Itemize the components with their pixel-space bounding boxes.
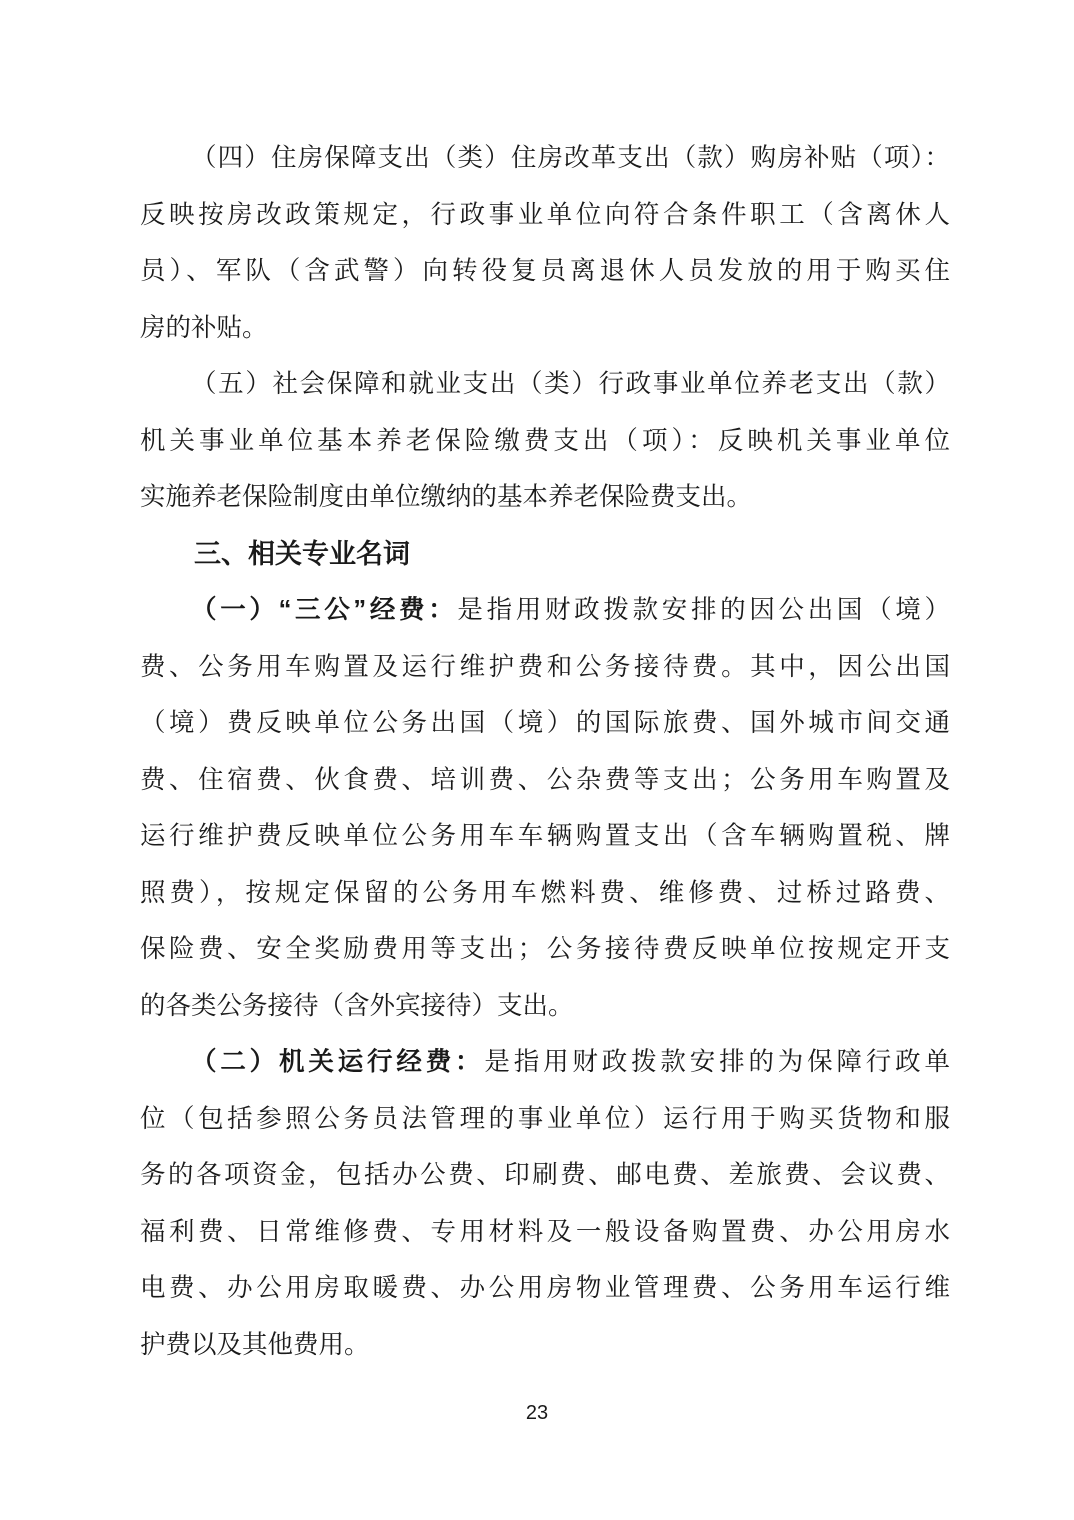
text-line bbox=[140, 1034, 950, 1091]
text-line: 务的各项资金，包括办公费、印刷费、邮电费、差旅费、会议费、 bbox=[140, 1160, 950, 1189]
term-name-bold: （二）机关运行经费： bbox=[191, 1048, 485, 1076]
text-line: 实施养老保险制度由单位缴纳的基本养老保险费支出。 bbox=[140, 482, 753, 511]
text-line: 福利费、日常维修费、专用材料及一般设备购置费、办公用房水 bbox=[140, 1216, 950, 1246]
text-line: 护费以及其他费用。 bbox=[140, 1329, 370, 1359]
text-line: 员）、军队（含武警）向转役复员离退休人员发放的用于购买住 bbox=[140, 256, 950, 285]
text-line: 房的补贴。 bbox=[140, 312, 268, 342]
term-definition-start: 是指用财政拨款安排的为保障行政单 bbox=[484, 1047, 950, 1076]
text-line: 机关事业单位基本养老保险缴费支出（项）：反映机关事业单位 bbox=[140, 425, 950, 455]
text-line: 反映按房改政策规定，行政事业单位向符合条件职工（含离休人 bbox=[140, 199, 950, 229]
term-definition-start: 是指用财政拨款安排的因公出国（境） bbox=[457, 595, 950, 624]
text-line: （四）住房保障支出（类）住房改革支出（款）购房补贴（项）： bbox=[191, 143, 950, 172]
page-number: 23 bbox=[525, 1402, 549, 1424]
text-line: （境）费反映单位公务出国（境）的国际旅费、国外城市间交通 bbox=[140, 708, 950, 737]
text-line: 照费），按规定保留的公务用车燃料费、维修费、过桥过路费、 bbox=[140, 877, 950, 907]
text-line: 的各类公务接待（含外宾接待）支出。 bbox=[140, 990, 574, 1020]
section-heading-related-terms: 三、相关专业名词 bbox=[194, 538, 410, 569]
term-name-bold: （一）“三公”经费： bbox=[191, 596, 458, 624]
para-housing-subsidy bbox=[140, 130, 950, 356]
document-content bbox=[140, 130, 950, 1373]
text-line: 运行维护费反映单位公务用车车辆购置支出（含车辆购置税、牌 bbox=[140, 821, 950, 850]
text-line: 位（包括参照公务员法管理的事业单位）运行用于购买货物和服 bbox=[140, 1103, 950, 1133]
text-line bbox=[140, 582, 950, 639]
para-pension-expenditure bbox=[140, 356, 950, 526]
text-line: 电费、办公用房取暖费、办公用房物业管理费、公务用车运行维 bbox=[140, 1273, 950, 1302]
text-line: （五）社会保障和就业支出（类）行政事业单位养老支出（款） bbox=[191, 369, 950, 398]
para-agency-operating-funds bbox=[140, 1034, 950, 1373]
text-line: 费、住宿费、伙食费、培训费、公杂费等支出；公务用车购置及 bbox=[140, 764, 950, 794]
text-line: 费、公务用车购置及运行维护费和公务接待费。其中，因公出国 bbox=[140, 651, 950, 681]
para-three-public-funds bbox=[140, 582, 950, 1034]
text-line: 保险费、安全奖励费用等支出；公务接待费反映单位按规定开支 bbox=[140, 934, 950, 963]
